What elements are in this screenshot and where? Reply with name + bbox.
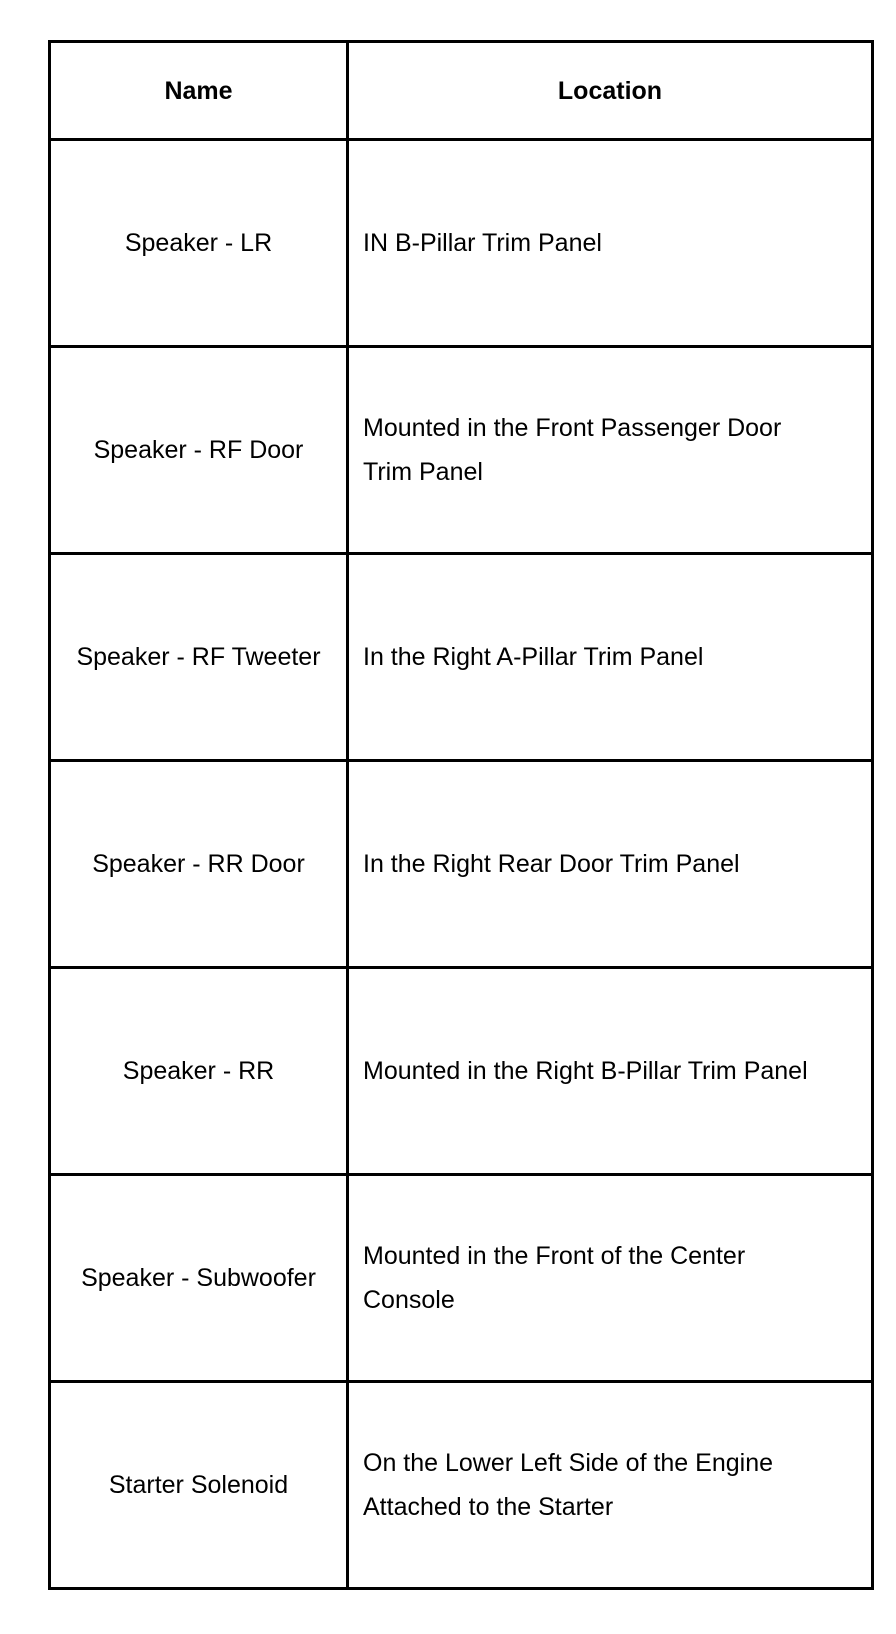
name-column-header: Name [50, 42, 348, 140]
table-row [50, 761, 873, 968]
component-location-cell: IN B-Pillar Trim Panel [348, 140, 873, 347]
component-name-cell: Starter Solenoid [50, 1382, 348, 1589]
table-row [50, 554, 873, 761]
table-row [50, 140, 873, 347]
table-row [50, 347, 873, 554]
table-row [50, 1382, 873, 1589]
header-row [50, 42, 873, 140]
component-location-cell: Mounted in the Right B-Pillar Trim Panel [348, 968, 873, 1175]
component-location-cell: Mounted in the Front of the Center Console [348, 1175, 873, 1382]
location-column-header: Location [348, 42, 873, 140]
component-name-cell: Speaker - RF Door [50, 347, 348, 554]
component-name-cell: Speaker - RR [50, 968, 348, 1175]
table-header [50, 42, 873, 140]
component-location-cell: In the Right Rear Door Trim Panel [348, 761, 873, 968]
component-name-cell: Speaker - RF Tweeter [50, 554, 348, 761]
table-row [50, 968, 873, 1175]
table-body [50, 140, 873, 1589]
component-location-table [48, 40, 874, 1590]
component-name-cell: Speaker - RR Door [50, 761, 348, 968]
component-location-cell: On the Lower Left Side of the Engine Attached to the Starter [348, 1382, 873, 1589]
table-row [50, 1175, 873, 1382]
component-name-cell: Speaker - LR [50, 140, 348, 347]
component-name-cell: Speaker - Subwoofer [50, 1175, 348, 1382]
component-location-cell: In the Right A-Pillar Trim Panel [348, 554, 873, 761]
component-location-cell: Mounted in the Front Passenger Door Trim Panel [348, 347, 873, 554]
